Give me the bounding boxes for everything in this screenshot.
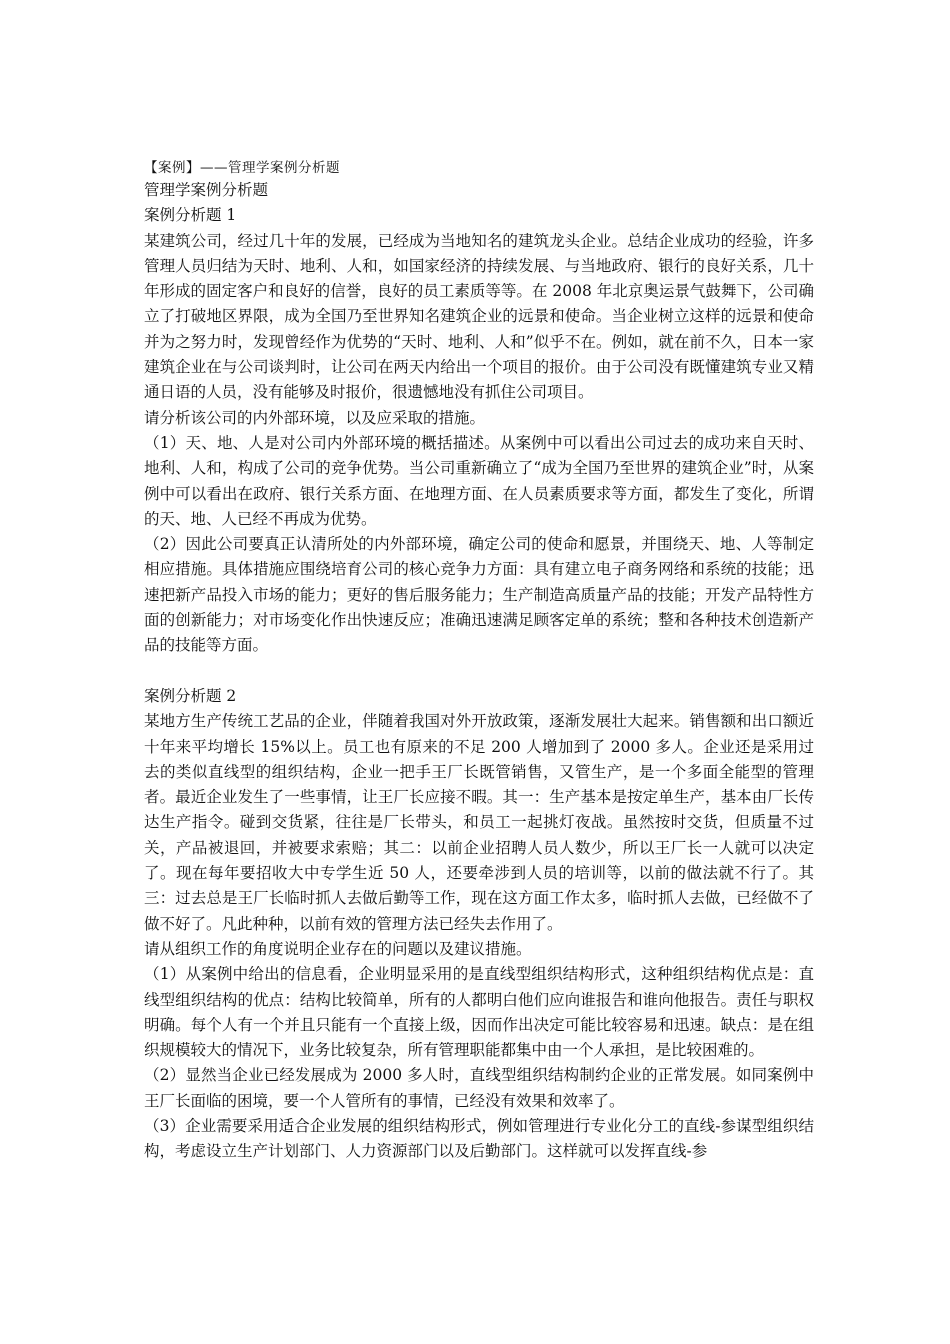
document-page <box>144 158 814 1165</box>
case2-heading: 案例分析题 2 <box>144 686 237 705</box>
case1-answer-2: （2）因此公司要真正认清所处的内外部环境，确定公司的使命和愿景，并围绕天、地、人等制定相应措施。具体措施应围绕培育公司的核心竞争力方面：具有建立电子商务网络和系统的技能；迅速把新产品投入市场的能力；更好的售后服务能力；生产制造高质量产品的技能；开发产品特性方面的创新能力；对市场变化作出快速反应；准确迅速满足顾客定单的系统；整和各种技术创造新产品的技能等方面。 <box>144 535 814 655</box>
blank-line <box>144 659 814 684</box>
case2-answer-3: （3）企业需要采用适合企业发展的组织结构形式，例如管理进行专业化分工的直线-参谋型组织结构，考虑设立生产计划部门、人力资源部门以及后勤部门。这样就可以发挥直线-参 <box>144 1116 814 1161</box>
case2-answer-1: （1）从案例中给出的信息看，企业明显采用的是直线型组织结构形式，这种组织结构优点是：直线型组织结构的优点：结构比较简单，所有的人都明白他们应向谁报告和谁向他报告。责任与职权明确。每个人有一个并且只能有一个直接上级，因而作出决定可能比较容易和迅速。缺点：是在组织规模较大的情况下，业务比较复杂，所有管理职能都集中由一个人承担，是比较困难的。 <box>144 965 814 1060</box>
case1-body: 某建筑公司，经过几十年的发展，已经成为当地知名的建筑龙头企业。总结企业成功的经验，许多管理人员归结为天时、地利、人和，如国家经济的持续发展、与当地政府、银行的良好关系，几十年形成的固定客户和良好的信誉，良好的员工素质等等。在 2008 年北京奥运景气鼓舞下，公司确立了打破地区界限，成为全国乃至世界知名建筑企业的远景和使命。当企业树立这样的远景和使命并为之努力时，发现曾经作为优势的“天时、地利、人和”似乎不在。例如，就在前不久，日本一家建筑企业在与公司谈判时，让公司在两天内给出一个项目的报价。由于公司没有既懂建筑专业又精通日语的人员，没有能够及时报价，很遗憾地没有抓住公司项目。 <box>144 231 814 402</box>
section-title: 管理学案例分析题 <box>144 181 269 199</box>
case1-answer-1: （1）天、地、人是对公司内外部环境的概括描述。从案例中可以看出公司过去的成功来自天时、地利、人和，构成了公司的竞争优势。当公司重新确立了“成为全国乃至世界的建筑企业”时，从案例中可以看出在政府、银行关系方面、在地理方面、在人员素质要求等方面，都发生了变化，所谓的天、地、人已经不再成为优势。 <box>144 433 814 528</box>
case1-heading: 案例分析题 1 <box>144 206 237 225</box>
case1-question: 请分析该公司的内外部环境，以及应采取的措施。 <box>144 408 486 427</box>
case2-answer-2: （2）显然当企业已经发展成为 2000 多人时，直线型组织结构制约企业的正常发展。如同案例中王厂长面临的困境，要一个人管所有的事情，已经没有效果和效率了。 <box>144 1066 814 1110</box>
document-title: 【案例】——管理学案例分析题 <box>144 160 340 176</box>
case2-question: 请从组织工作的角度说明企业存在的问题以及建议措施。 <box>144 939 532 958</box>
case2-body: 某地方生产传统工艺品的企业，伴随着我国对外开放政策，逐渐发展壮大起来。销售额和出口额近十年来平均增长 15%以上。员工也有原来的不足 200 人增加到了 2000 多人。企业还是采用过去的类似直线型的组织结构，企业一把手王厂长既管销售，又管生产，是一个多面全能型的管理者。最近企业发生了一些事情，让王厂长应接不暇。其一：生产基本是按定单生产，基本由厂长传达生产指令。碰到交货紧，往往是厂长带头，和员工一起挑灯夜战。虽然按时交货，但质量不过关，产品被退回，并被要求索赔；其二：以前企业招聘人员人数少，所以王厂长一人就可以决定了。现在每年要招收大中专学生近 50 人，还要牵涉到人员的培训等，以前的做法就不行了。其三：过去总是王厂长临时抓人去做后勤等工作，现在这方面工作太多，临时抓人去做，已经做不了做不好了。凡此种种，以前有效的管理方法已经失去作用了。 <box>144 712 814 933</box>
